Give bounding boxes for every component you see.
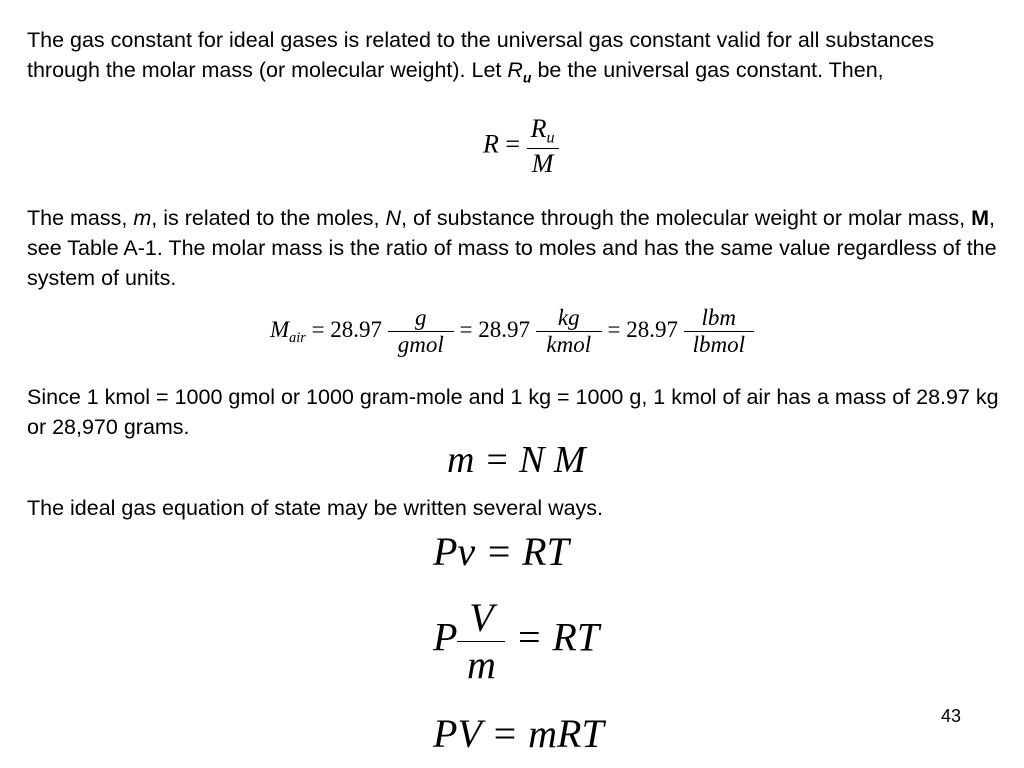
- p2-symbol-m: m: [133, 206, 152, 230]
- equation-gas-constant: [483, 114, 559, 179]
- equation-molar-mass-air: [270, 305, 754, 358]
- equation-m-NM: m = N M: [447, 439, 586, 481]
- p2-symbol-M: M: [971, 206, 989, 230]
- equation-PV-mRT: PV = mRT: [433, 711, 604, 756]
- eq2-value-1: 28.97: [330, 316, 383, 342]
- p2-text-c: , of substance through the molecular weight or molar mass,: [401, 206, 972, 230]
- symbol-u-subscript: u: [522, 69, 532, 86]
- kmol-paragraph: Since 1 kmol = 1000 gmol or 1000 gram-mole and 1 kg = 1000 g, 1 kmol of air has a mass of 28.97 kg or 28,970 grams.: [27, 385, 999, 439]
- p2-symbol-N: N: [385, 206, 402, 230]
- eq2-f3-den: lbmol: [692, 332, 745, 357]
- eq1-denominator: M: [531, 148, 554, 178]
- eq2-equals-2: =: [459, 316, 473, 342]
- symbol-R: R: [507, 58, 523, 82]
- equation-P-V-over-m: [433, 595, 599, 688]
- eq1-numerator: R: [530, 114, 547, 143]
- eq2-fraction-1: [388, 305, 454, 358]
- eq2-equals-1: =: [311, 316, 325, 342]
- eq2-f2-den: kmol: [546, 332, 592, 357]
- p2-text-d: , see Table A-1. The molar mass is the ratio of mass to moles and has the same value regardless of the system of units.: [27, 206, 997, 290]
- eq2-value-3: 28.97: [626, 316, 679, 342]
- eq2-fraction-2: [536, 305, 602, 358]
- eq1-lhs: R: [483, 129, 499, 159]
- ideal-gas-intro: The ideal gas equation of state may be written several ways.: [27, 496, 604, 520]
- p2-text-b: , is related to the moles,: [151, 206, 386, 230]
- eq1-fraction: [527, 114, 559, 179]
- intro-paragraph: [27, 25, 1002, 92]
- eq2-value-2: 28.97: [478, 316, 531, 342]
- eq2-f2-num: kg: [536, 305, 602, 332]
- eq2-fraction-3: [684, 305, 754, 358]
- eq1-equals: =: [505, 129, 521, 159]
- eq5-numerator: V: [457, 595, 505, 642]
- p2-text-a: The mass,: [27, 206, 134, 230]
- eq2-f1-den: gmol: [397, 332, 444, 357]
- eq5-P: P: [433, 614, 458, 660]
- molar-mass-paragraph: [27, 203, 1002, 293]
- intro-text-a: The gas constant for ideal gases is related to the universal gas constant valid for all substances through the molar mass (or molecular weight). Let: [27, 28, 935, 82]
- equation-Pv-RT: Pv = RT: [433, 529, 569, 574]
- eq2-equals-3: =: [607, 316, 621, 342]
- eq1-numerator-sub: u: [546, 129, 555, 147]
- eq2-sub-air: air: [289, 329, 306, 346]
- eq2-M: M: [270, 316, 290, 342]
- eq5-rhs: = RT: [515, 614, 600, 660]
- intro-text-b: be the universal gas constant. Then,: [531, 58, 884, 82]
- eq5-fraction: [457, 595, 505, 688]
- eq5-denominator: m: [466, 642, 496, 687]
- eq2-f3-num: lbm: [684, 305, 754, 332]
- eq2-f1-num: g: [388, 305, 454, 332]
- page-number: 43: [940, 706, 961, 726]
